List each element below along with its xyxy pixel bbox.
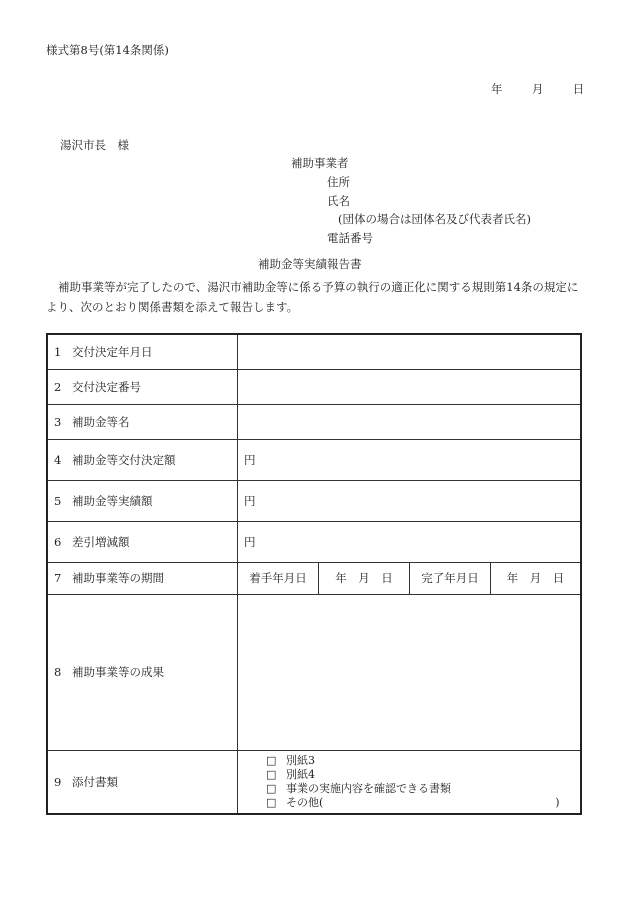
row-label-text: 交付決定年月日 bbox=[72, 344, 153, 359]
actual-amount-field[interactable]: 円 bbox=[238, 480, 582, 521]
report-table bbox=[46, 333, 582, 815]
start-date-label: 着手年月日 bbox=[238, 562, 319, 594]
attachment-other-close: ) bbox=[555, 795, 560, 809]
table-row bbox=[47, 439, 581, 480]
attachment-label: 事業の実施内容を確認できる書類 bbox=[286, 781, 451, 795]
row-number: 1 bbox=[54, 344, 62, 359]
decision-number-field[interactable] bbox=[238, 369, 582, 404]
end-date-label: 完了年月日 bbox=[410, 562, 491, 594]
results-field[interactable] bbox=[238, 594, 582, 750]
row-label bbox=[47, 480, 238, 521]
row-number: 7 bbox=[54, 571, 62, 585]
row-number: 9 bbox=[54, 774, 62, 789]
row-number: 5 bbox=[54, 493, 62, 508]
address-label: 住所 bbox=[327, 175, 350, 189]
start-date-field[interactable]: 年 月 日 bbox=[319, 562, 410, 594]
row-label-text: 交付決定番号 bbox=[72, 379, 141, 394]
form-number: 様式第8号(第14条関係) bbox=[46, 43, 169, 57]
date-year: 年 bbox=[491, 82, 503, 96]
table-row bbox=[47, 594, 581, 750]
row-label bbox=[47, 750, 238, 814]
row-label bbox=[47, 404, 238, 439]
attachments-cell bbox=[238, 750, 582, 814]
phone-label: 電話番号 bbox=[327, 231, 373, 245]
checkbox-icon[interactable]: □ bbox=[266, 795, 277, 809]
decision-amount-field[interactable]: 円 bbox=[238, 439, 582, 480]
checkbox-icon[interactable]: □ bbox=[266, 767, 277, 781]
row-label bbox=[47, 562, 238, 594]
table-row bbox=[47, 369, 581, 404]
table-row bbox=[47, 334, 581, 369]
decision-date-field[interactable] bbox=[238, 334, 582, 369]
row-label-text: 補助事業等の成果 bbox=[72, 665, 164, 679]
subsidy-name-field[interactable] bbox=[238, 404, 582, 439]
organization-note: (団体の場合は団体名及び代表者氏名) bbox=[338, 212, 531, 226]
attachment-label: その他( bbox=[286, 795, 324, 809]
end-date-field[interactable]: 年 月 日 bbox=[491, 562, 582, 594]
row-label-text: 補助金等実績額 bbox=[72, 493, 153, 508]
body-text: 補助事業等が完了したので、湯沢市補助金等に係る予算の執行の適正化に関する規則第14条の規定により、次のとおり関係書類を添えて報告します。 bbox=[46, 280, 579, 314]
attachment-item[interactable] bbox=[266, 796, 574, 810]
table-row bbox=[47, 404, 581, 439]
table-row bbox=[47, 480, 581, 521]
row-label-text: 差引増減額 bbox=[72, 534, 130, 549]
addressee: 湯沢市長 様 bbox=[60, 138, 129, 152]
table-row bbox=[47, 750, 581, 814]
row-number: 4 bbox=[54, 452, 62, 467]
attachment-item[interactable] bbox=[266, 768, 574, 782]
attachment-label: 別紙4 bbox=[286, 767, 315, 781]
row-number: 8 bbox=[54, 665, 62, 679]
row-label bbox=[47, 594, 238, 750]
table-row bbox=[47, 562, 581, 594]
date-line bbox=[491, 81, 584, 97]
row-label bbox=[47, 334, 238, 369]
row-label-text: 補助金等名 bbox=[72, 414, 130, 429]
row-label-text: 補助事業等の期間 bbox=[72, 571, 164, 585]
row-label bbox=[47, 521, 238, 562]
checkbox-icon[interactable]: □ bbox=[266, 753, 277, 767]
date-month: 月 bbox=[531, 82, 544, 96]
attachment-item[interactable] bbox=[266, 754, 574, 768]
applicant-heading: 補助事業者 bbox=[291, 156, 349, 170]
row-number: 3 bbox=[54, 414, 62, 429]
row-label bbox=[47, 369, 238, 404]
row-number: 2 bbox=[54, 379, 62, 394]
difference-amount-field[interactable]: 円 bbox=[238, 521, 582, 562]
name-label: 氏名 bbox=[327, 194, 350, 208]
row-label bbox=[47, 439, 238, 480]
table-row bbox=[47, 521, 581, 562]
row-label-text: 補助金等交付決定額 bbox=[72, 452, 176, 467]
checkbox-icon[interactable]: □ bbox=[266, 781, 277, 795]
document-title: 補助金等実績報告書 bbox=[258, 257, 362, 271]
row-number: 6 bbox=[54, 534, 62, 549]
attachment-item[interactable] bbox=[266, 782, 574, 796]
row-label-text: 添付書類 bbox=[72, 774, 118, 789]
date-day: 日 bbox=[572, 82, 585, 96]
attachment-label: 別紙3 bbox=[286, 753, 315, 767]
